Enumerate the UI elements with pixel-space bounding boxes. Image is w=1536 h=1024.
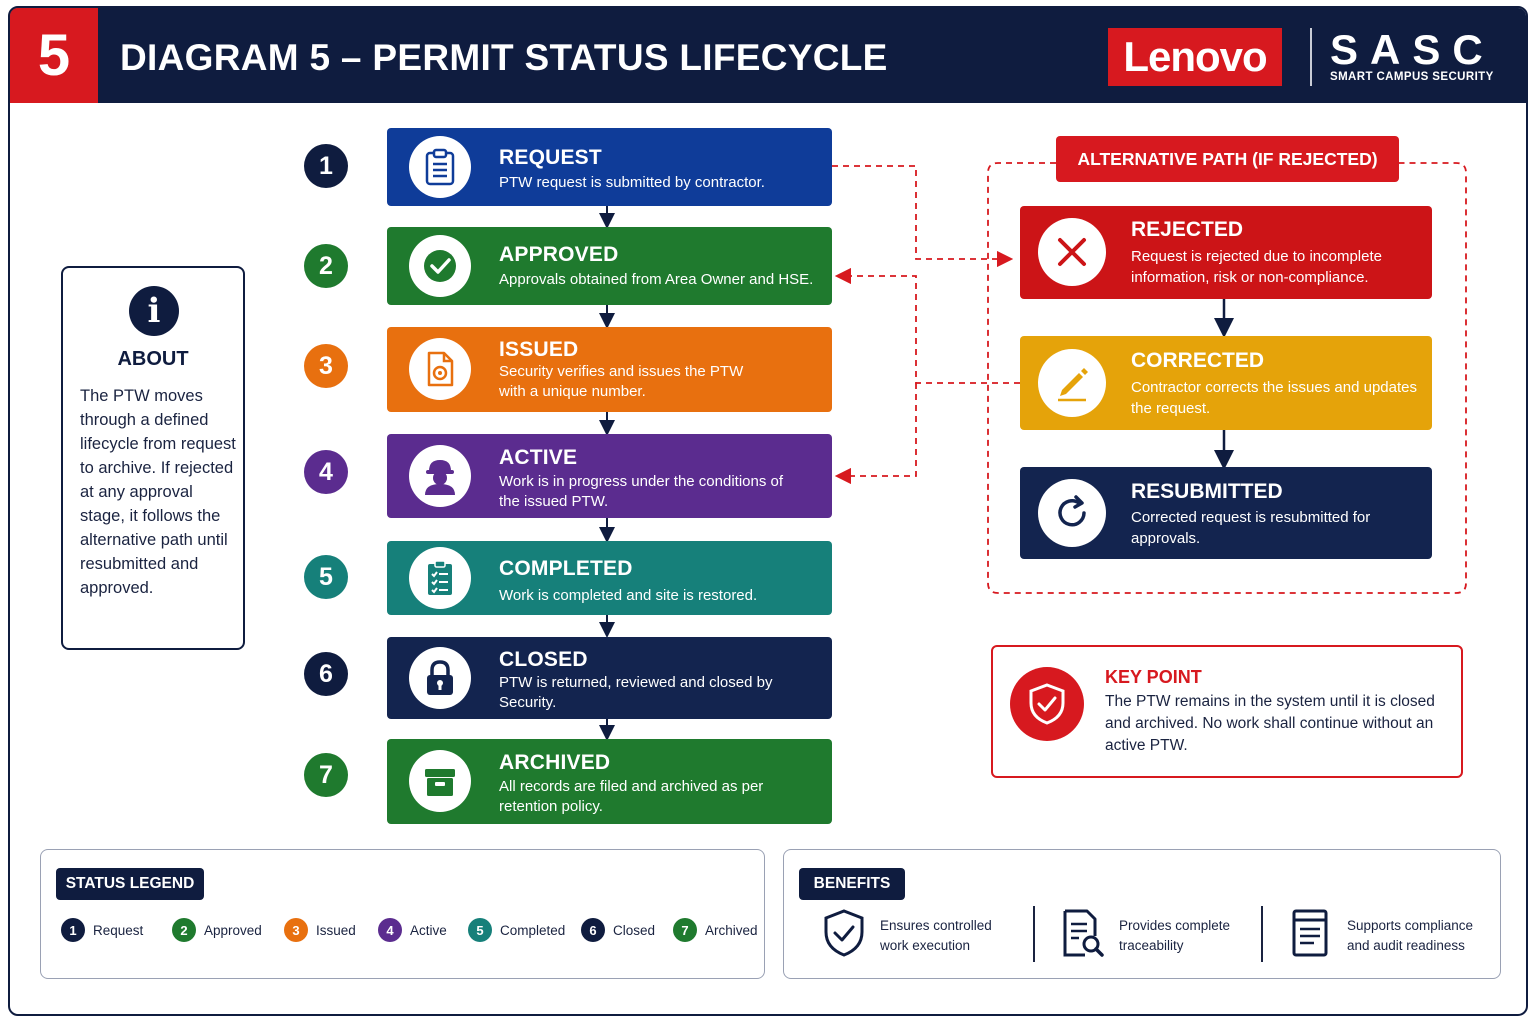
legend-label: Issued [316, 922, 356, 938]
legend-label: Completed [500, 922, 566, 938]
shield-check-icon [822, 908, 866, 963]
step-title: APPROVED [499, 243, 619, 266]
legend-dot: 1 [61, 918, 85, 942]
step-request [387, 128, 832, 206]
step-title: REQUEST [499, 146, 602, 169]
legend-label: Closed [613, 922, 656, 938]
legend-dot: 2 [172, 918, 196, 942]
legend-dot: 4 [378, 918, 402, 942]
step-issued [387, 327, 832, 412]
about-title: ABOUT [117, 348, 189, 370]
step-desc: All records are filed and archived as per retention policy. [499, 778, 764, 815]
step-title: ISSUED [499, 338, 579, 361]
shield-check-icon [1010, 667, 1084, 741]
sasc-subtitle: SMART CAMPUS SECURITY [1330, 71, 1494, 83]
worker-hardhat-icon [409, 445, 471, 507]
diagram-frame [8, 6, 1528, 1016]
alt-step-desc: Corrected request is resubmitted for approvals. [1131, 509, 1371, 547]
alt-step-rejected [1020, 206, 1432, 299]
document-search-icon [1061, 908, 1105, 963]
alt-step-title: REJECTED [1131, 218, 1244, 241]
step-desc: Work is completed and site is restored. [499, 587, 758, 604]
benefit-item-compliance [1289, 908, 1487, 963]
diagram-number: 5 [10, 8, 98, 103]
key-point-box [991, 645, 1463, 778]
step-number-6: 6 [304, 652, 348, 696]
step-archived [387, 739, 832, 824]
legend-label: Request [93, 922, 144, 938]
legend-item-request [61, 918, 143, 942]
alternative-path-title: ALTERNATIVE PATH (IF REJECTED) [1056, 136, 1399, 182]
step-number-3: 3 [304, 344, 348, 388]
step-number-4: 4 [304, 450, 348, 494]
benefit-divider [1033, 906, 1035, 962]
step-closed [387, 637, 832, 719]
alt-step-title: CORRECTED [1131, 349, 1265, 372]
key-point-title: KEY POINT [1105, 667, 1202, 687]
legend-item-archived [673, 918, 758, 942]
legend-item-closed [581, 918, 655, 942]
alt-step-desc: Request is rejected due to incomplete information, risk or non-compliance. [1131, 248, 1382, 286]
step-desc: Work is in progress under the conditions of the issued PTW. [499, 473, 784, 510]
benefit-label: Supports compliance and audit readiness [1347, 917, 1474, 953]
legend-dot: 3 [284, 918, 308, 942]
step-title: ARCHIVED [499, 751, 611, 774]
step-number-5: 5 [304, 555, 348, 599]
status-legend-title: STATUS LEGEND [56, 868, 204, 900]
legend-label: Active [410, 922, 447, 938]
alt-step-desc: Contractor corrects the issues and updates the request. [1131, 379, 1417, 417]
clipboard-icon [409, 136, 471, 198]
legend-item-completed [468, 918, 565, 942]
about-box [61, 266, 245, 650]
page-title: DIAGRAM 5 – PERMIT STATUS LIFECYCLE [120, 37, 888, 78]
document-seal-icon [409, 338, 471, 400]
benefit-item-traceability [1061, 908, 1259, 963]
document-list-icon [1289, 908, 1333, 963]
step-desc: Security verifies and issues the PTW with a unique number. [499, 363, 744, 400]
benefit-label: Ensures controlled work execution [880, 917, 992, 953]
legend-dot: 7 [673, 918, 697, 942]
status-legend-panel [40, 849, 765, 979]
info-icon: i [129, 286, 179, 336]
legend-dot: 5 [468, 918, 492, 942]
about-text: The PTW moves through a defined lifecycle from request to archive. If rejected at any approval stage, it follows the alternative path until resubmitted and approved. [80, 387, 236, 597]
step-title: COMPLETED [499, 557, 633, 580]
legend-dot: 6 [581, 918, 605, 942]
step-desc: Approvals obtained from Area Owner and HSE. [499, 271, 814, 288]
refresh-icon [1038, 479, 1106, 547]
legend-label: Approved [204, 922, 262, 938]
lock-icon [409, 647, 471, 709]
benefit-divider [1261, 906, 1263, 962]
pencil-icon [1038, 349, 1106, 417]
benefits-panel [783, 849, 1501, 979]
step-approved [387, 227, 832, 305]
sasc-logo: SASC [1330, 26, 1495, 73]
key-point-text: The PTW remains in the system until it is closed and archived. No work shall continue without an active PTW. [1105, 693, 1435, 754]
archive-box-icon [409, 750, 471, 812]
x-icon [1038, 218, 1106, 286]
benefit-item-controlled [822, 908, 1020, 963]
step-completed [387, 541, 832, 615]
step-active [387, 434, 832, 518]
benefit-label: Provides complete traceability [1119, 917, 1231, 953]
checklist-icon [409, 547, 471, 609]
step-number-2: 2 [304, 244, 348, 288]
step-number-1: 1 [304, 144, 348, 188]
alt-step-title: RESUBMITTED [1131, 480, 1283, 503]
alt-step-corrected [1020, 336, 1432, 430]
alt-step-resubmitted [1020, 467, 1432, 559]
legend-item-approved [172, 918, 262, 942]
legend-item-active [378, 918, 447, 942]
step-desc: PTW request is submitted by contractor. [499, 174, 765, 191]
step-number-7: 7 [304, 753, 348, 797]
check-circle-icon [409, 235, 471, 297]
benefits-title: BENEFITS [799, 868, 905, 900]
legend-label: Archived [705, 922, 758, 938]
step-title: CLOSED [499, 648, 588, 671]
step-title: ACTIVE [499, 446, 578, 469]
legend-item-issued [284, 918, 356, 942]
lenovo-logo: Lenovo [1108, 28, 1282, 86]
step-desc: PTW is returned, reviewed and closed by Security. [499, 674, 773, 711]
